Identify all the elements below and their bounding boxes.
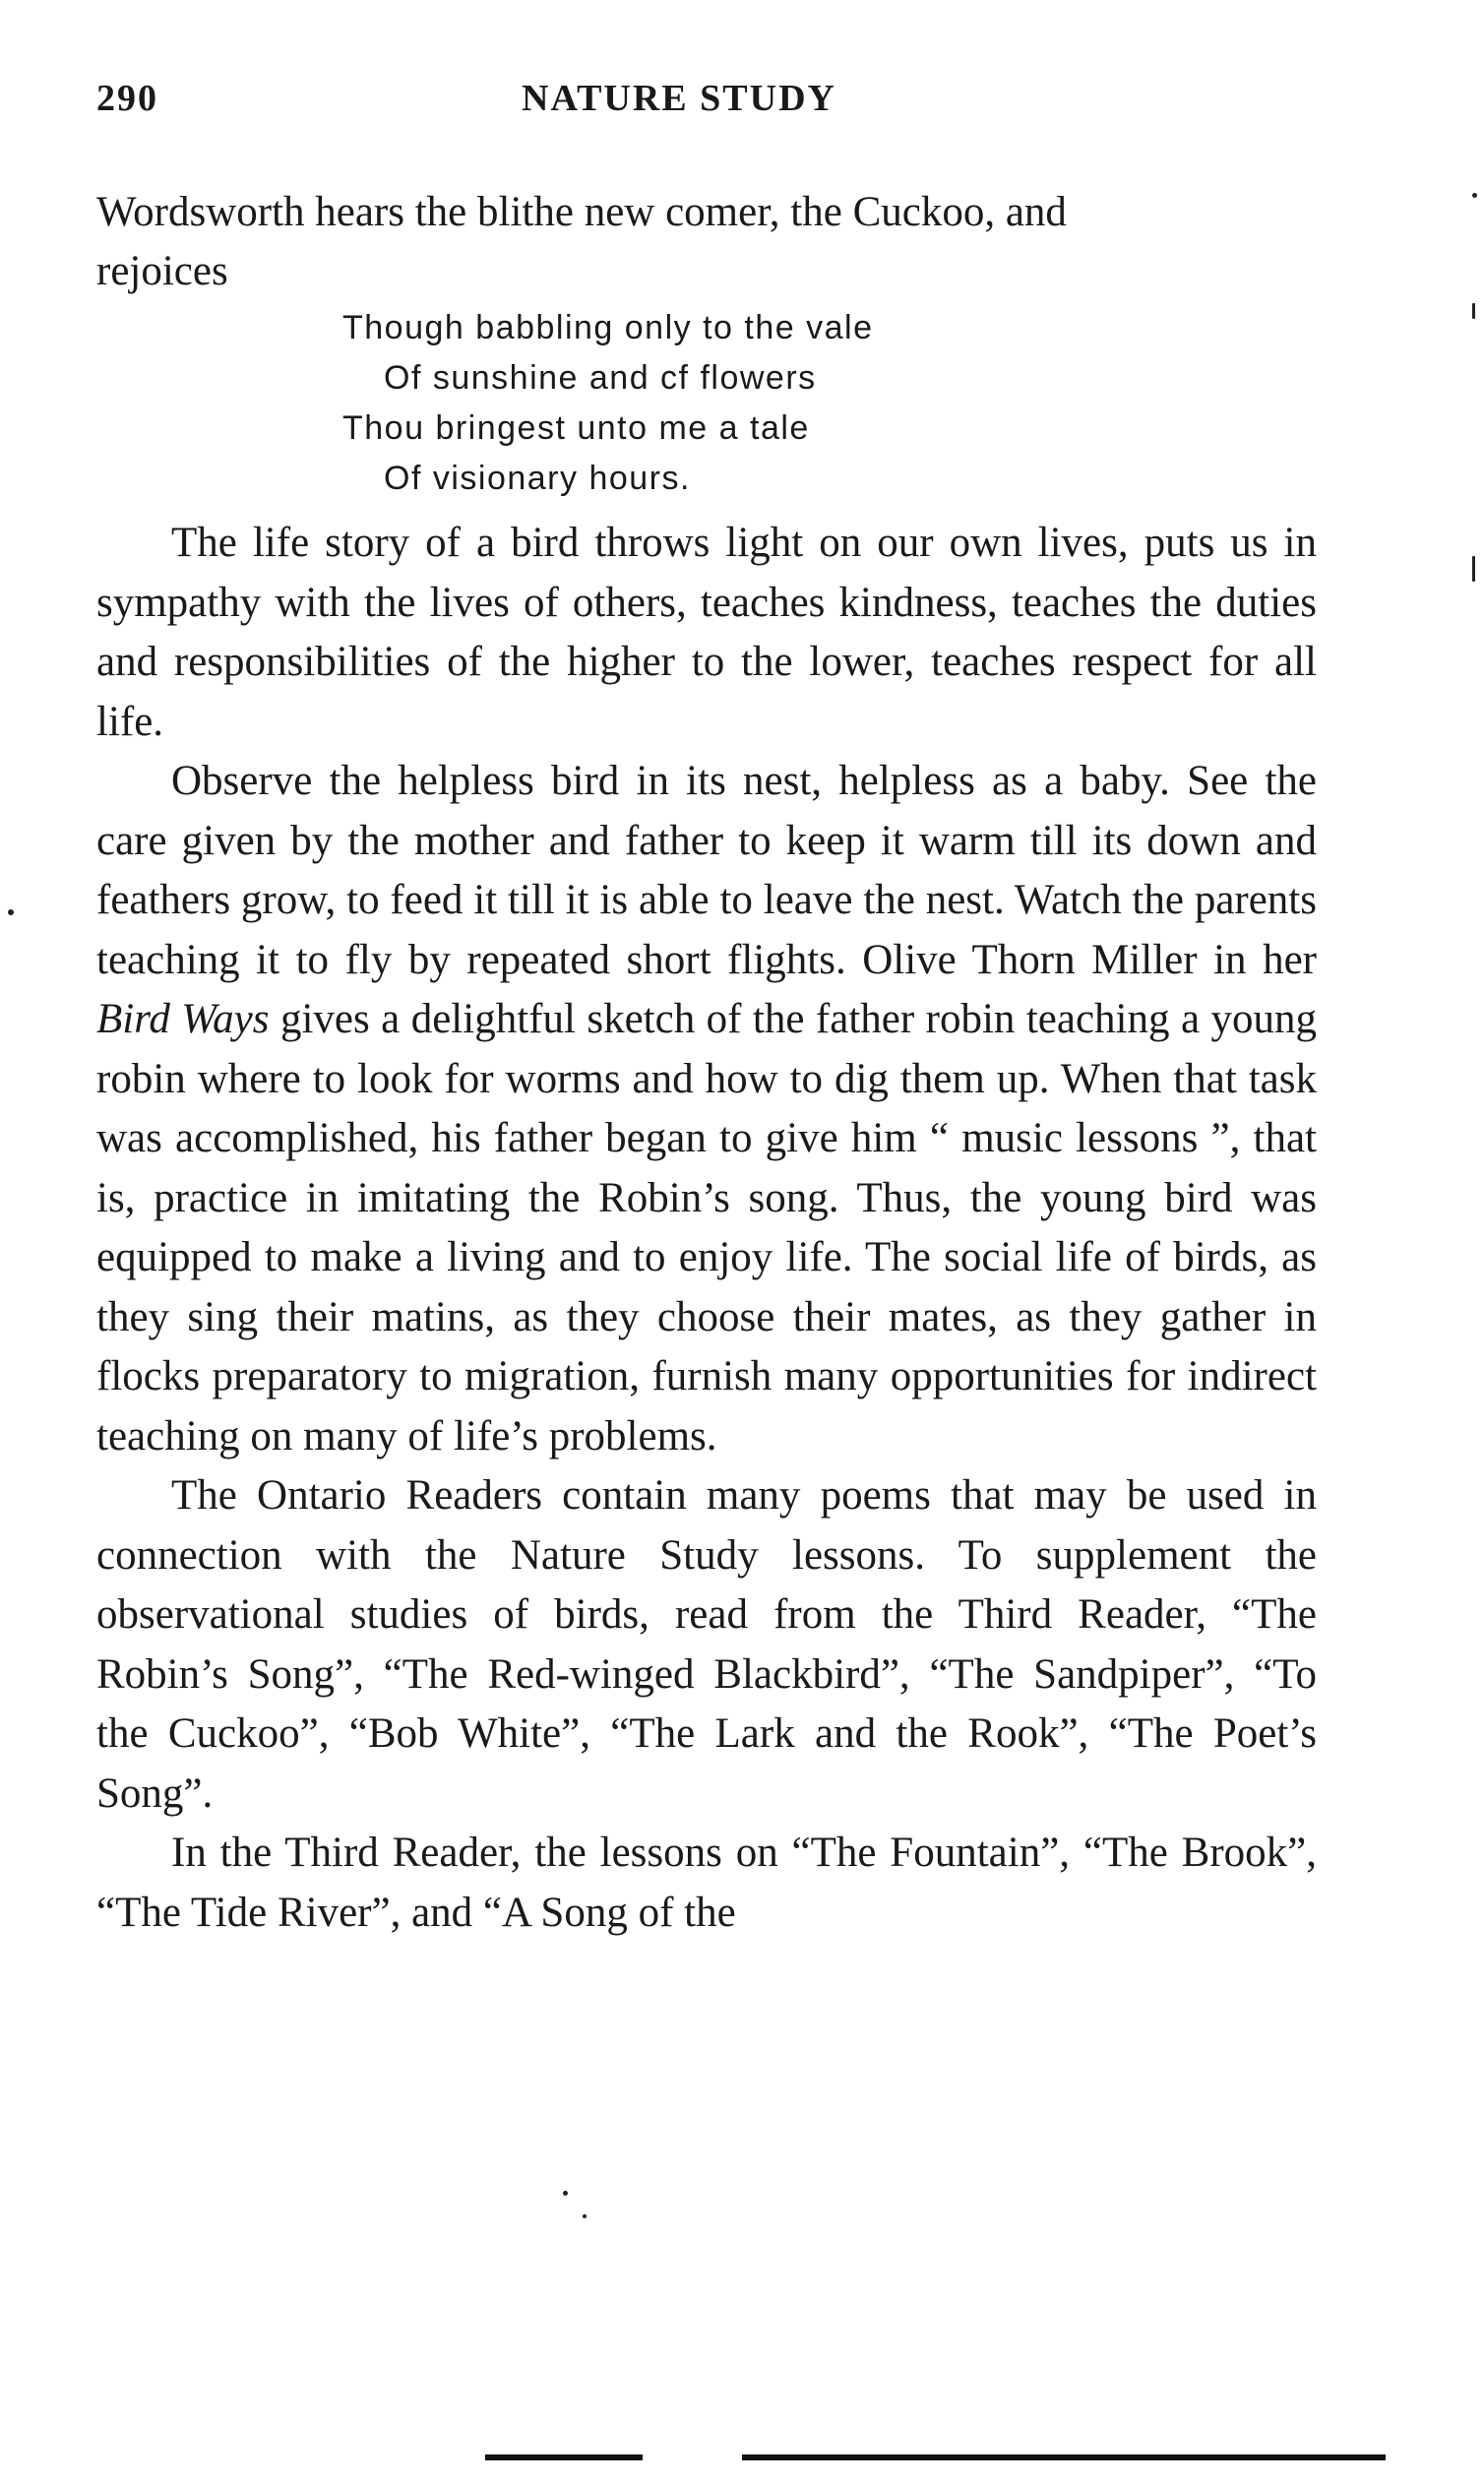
print-speck xyxy=(1472,193,1477,198)
running-head xyxy=(96,77,1317,126)
verse-line: Though babbling only to the vale xyxy=(342,309,874,346)
paragraph-bird-life-story: The life story of a bird throws light on our own lives, puts us in sympathy with the lives of others, teaches kindness, teaches the duties and responsibilities of the higher to the lower, teaches respect for all life. xyxy=(96,520,1317,745)
intro-line: rejoices xyxy=(96,248,228,294)
bottom-rule xyxy=(485,2454,643,2460)
print-speck xyxy=(1472,556,1475,582)
verse-line: Thou bringest unto me a tale xyxy=(342,409,810,447)
paragraph-ontario-readers: The Ontario Readers contain many poems that may be used in connection with the Nature Study lessons. To supplement the observational studies of birds, read from the Third Reader, “The Robin’s Song”, “The Red-winged Blackbird”, “The Sandpiper”, “To the Cuckoo”, “Bob White”, “The Lark and the Rook”, “The Poet’s Song”. xyxy=(96,1472,1317,1817)
intro-line: Wordsworth hears the blithe new comer, the Cuckoo, and xyxy=(96,189,1067,235)
print-speck xyxy=(8,909,14,915)
intro-paragraph xyxy=(96,183,1317,301)
print-speck xyxy=(1472,303,1475,319)
paragraph-text: gives a delightful sketch of the father robin teaching a young robin where to look for worms and how to dig them up. When that task was accomplished, his father began to give him “ music lessons ”, that is, practice in imitating the Robin’s song. Thus, the young bird was equipped to make a living and to enjoy life. The social life of birds, as they sing their matins, as they choose their mates, as they gather in flocks preparatory to migration, furnish many opportunities for indirect teaching on many of life’s problems. xyxy=(96,996,1317,1459)
body-text xyxy=(96,183,1317,1943)
verse-line: Of sunshine and cf flowers xyxy=(384,359,817,397)
paragraph-third-reader: In the Third Reader, the lessons on “The Fountain”, “The Brook”, “The Tide River”, and “A Song of the xyxy=(96,1830,1317,1936)
print-speck xyxy=(563,2191,568,2196)
paragraph-text: Observe the helpless bird in its nest, helpless as a baby. See the care given by the mother and father to keep it warm till its down and feathers grow, to feed it till it is able to leave the nest. Watch the parents teaching it to fly by repeated short flights. Olive Thorn Miller in her xyxy=(96,758,1317,983)
page-number: 290 xyxy=(96,78,158,119)
bottom-rule xyxy=(742,2454,1386,2460)
book-title-italic: Bird Ways xyxy=(96,996,270,1042)
verse-quotation xyxy=(342,303,1317,504)
verse-line: Of visionary hours. xyxy=(384,460,691,497)
running-title: NATURE STUDY xyxy=(522,78,836,119)
print-speck xyxy=(583,2214,587,2218)
paragraph-helpless-bird xyxy=(96,752,1317,1466)
